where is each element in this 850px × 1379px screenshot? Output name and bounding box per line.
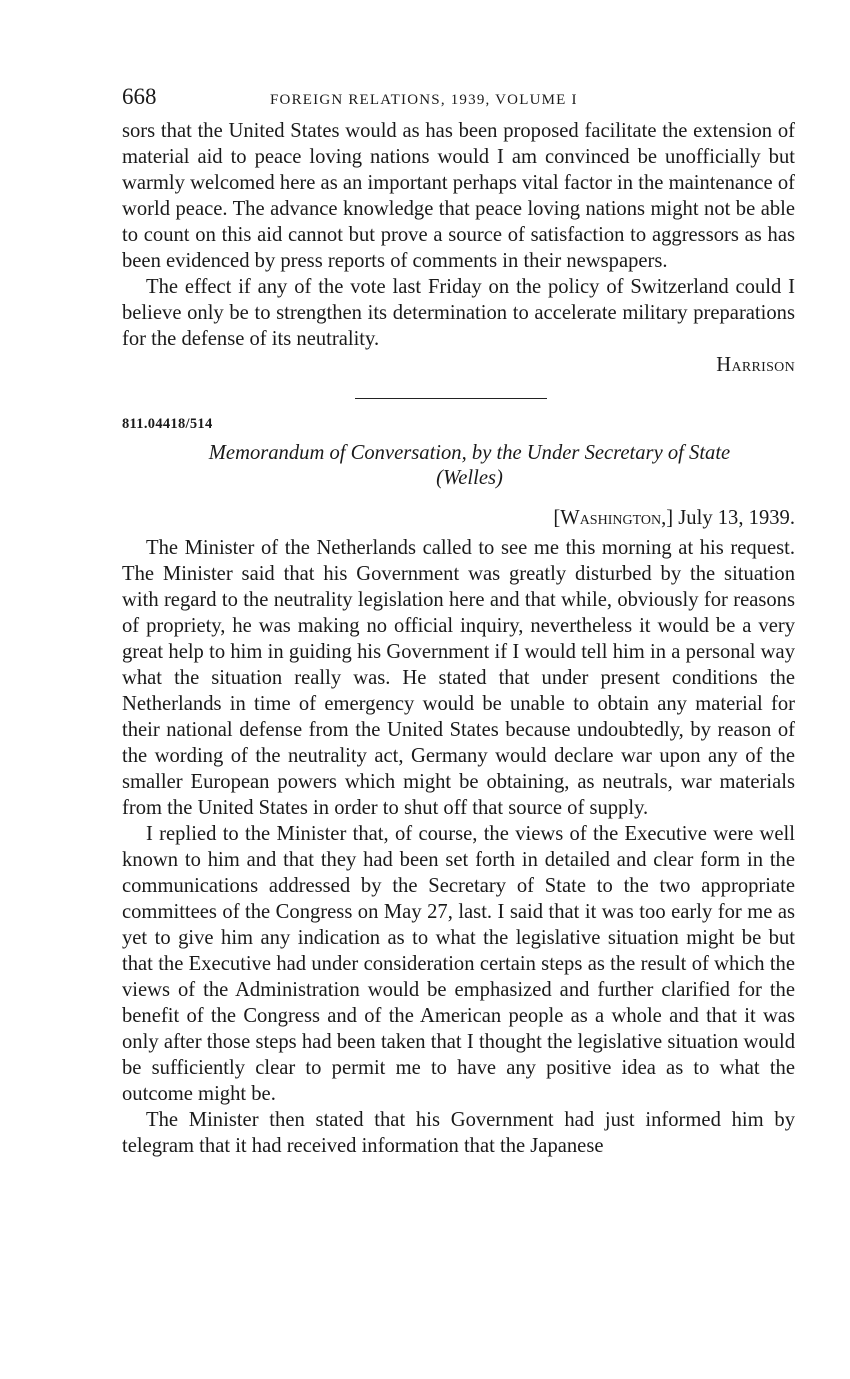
file-number: 811.04418/514	[122, 416, 213, 432]
page-number: 668	[122, 84, 157, 109]
dateline-date: July 13, 1939.	[678, 507, 795, 529]
body-paragraph: I replied to the Minister that, of course, the views of the Executive were well known to him and that they had been set forth in detailed and clear form in the communications addressed by the Secretary of State to the two appropriate committees of the Congress on May 27, last. I said that it was too early for me as yet to give him any indication as to what the legislative situation might be but that the Executive had under consideration certain steps as the result of which the views of the Administration would be emphasized and further clarified for the benefit of the Congress and of the American people as a whole and that it was only after those steps had been taken that I thought the legislative situation would be sufficiently clear to permit me to have any positive idea as to what the outcome might be.	[122, 823, 795, 1105]
running-header-title: FOREIGN RELATIONS, 1939, VOLUME I	[270, 92, 578, 108]
document-title	[122, 441, 795, 491]
body-paragraph: The Minister of the Netherlands called to see me this morning at his request. The Minister said that his Government was greatly disturbed by the situation with regard to the neutrality legislation here and that while, obviously for reasons of propriety, he was making no official inquiry, nevertheless it would be a very great help to him in guiding his Government if I would tell him in a personal way what the situation really was. He stated that under present conditions the Netherlands in time of emergency would be unable to obtain any material for their national defense from the United States because undoubtedly, by reason of the wording of the neutrality act, Germany would declare war upon any of the smaller European powers which might be obtaining, as neutrals, war materials from the United States in order to shut off that source of supply.	[122, 537, 795, 819]
section-divider	[355, 398, 547, 399]
signature: Harrison	[716, 354, 795, 376]
body-paragraph: The effect if any of the vote last Friday on the policy of Switzerland could I believe only be to strengthen its determination to accelerate military preparations for the defense of its neutrality.	[122, 276, 795, 350]
continued-paragraph: sors that the United States would as has been proposed facilitate the extension of material aid to peace loving nations would I am convinced be unofficially but warmly welcomed here as an important perhaps vital factor in the maintenance of world peace. The advance knowledge that peace loving nations might not be able to count on this aid cannot but prove a source of satisfaction to aggressors as has been evidenced by press reports of comments in their newspapers.	[122, 120, 795, 272]
body-paragraph: The Minister then stated that his Government had just informed him by telegram that it had received information that the Japanese	[122, 1109, 795, 1157]
document-title-line: Memorandum of Conversation, by the Under Secretary of State	[208, 442, 731, 464]
dateline-place: [Washington,]	[553, 507, 674, 529]
document-title-author: (Welles)	[436, 467, 503, 489]
document-page	[122, 84, 795, 1159]
dateline	[122, 505, 795, 531]
running-header	[122, 84, 795, 118]
